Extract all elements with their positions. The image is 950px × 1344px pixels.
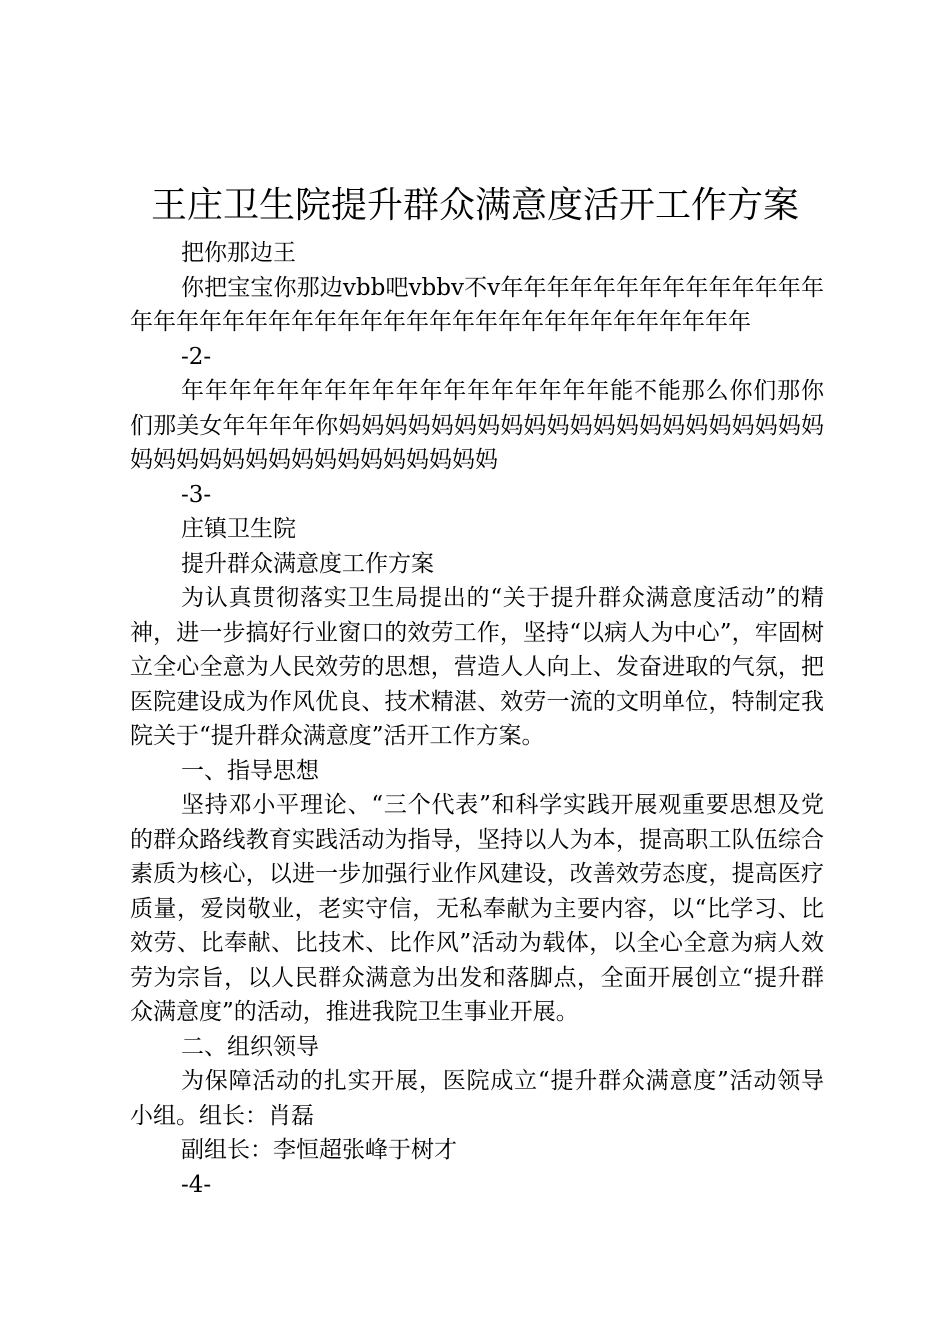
paragraph: 年年年年年年年年年年年年年年年年年年能不能那么你们那你们那美女年年年年你妈妈妈妈妈妈妈妈妈妈妈妈妈妈妈妈妈妈妈妈妈妈妈妈妈妈妈妈妈妈妈妈妈妈妈妈妈: [130, 378, 824, 473]
page-number: -4-: [181, 1171, 212, 1198]
paragraph: 你把宝宝你那边vbb吧vbbv不v年年年年年年年年年年年年年年年年年年年年年年年年年年年年年年年年年年年年年年年年年: [130, 274, 824, 335]
section-heading: 二、组织领导: [181, 1033, 319, 1060]
page-number: -2-: [181, 343, 212, 370]
paragraph: 庄镇卫生院: [181, 516, 296, 542]
paragraph: 提升群众满意度工作方案: [181, 550, 434, 577]
paragraph: 为保障活动的扎实开展，医院成立“提升群众满意度”活动领导小组。组长：肖磊: [130, 1068, 824, 1129]
paragraph: 把你那边王: [181, 240, 296, 266]
page-number: -3-: [181, 481, 212, 508]
paragraph: 为认真贯彻落实卫生局提出的“关于提升群众满意度活动”的精神，进一步搞好行业窗口的效劳工作，坚持“以病人为中心”，牢固树立全心全意为人民效劳的思想，营造人人向上、发奋进取的气氛，把医院建设成为作风优良、技术精湛、效劳一流的文明单位，特制定我院关于“提升群众满意度”活开工作方案。: [130, 585, 824, 749]
document-title: 王庄卫生院提升群众满意度活开工作方案: [150, 185, 799, 226]
section-heading: 一、指导思想: [181, 757, 319, 784]
document-body: [130, 236, 824, 1202]
paragraph: 副组长：李恒超张峰于树才: [181, 1137, 457, 1163]
paragraph: 坚持邓小平理论、“三个代表”和科学实践开展观重要思想及党的群众路线教育实践活动为指导，坚持以人为本，提高职工队伍综合素质为核心，以进一步加强行业作风建设，改善效劳态度，提高医疗质量，爱岗敬业，老实守信，无私奉献为主要内容，以“比学习、比效劳、比奉献、比技术、比作风”活动为载体，以全心全意为病人效劳为宗旨，以人民群众满意为出发和落脚点，全面开展创立“提升群众满意度”的活动，推进我院卫生事业开展。: [130, 792, 824, 1025]
